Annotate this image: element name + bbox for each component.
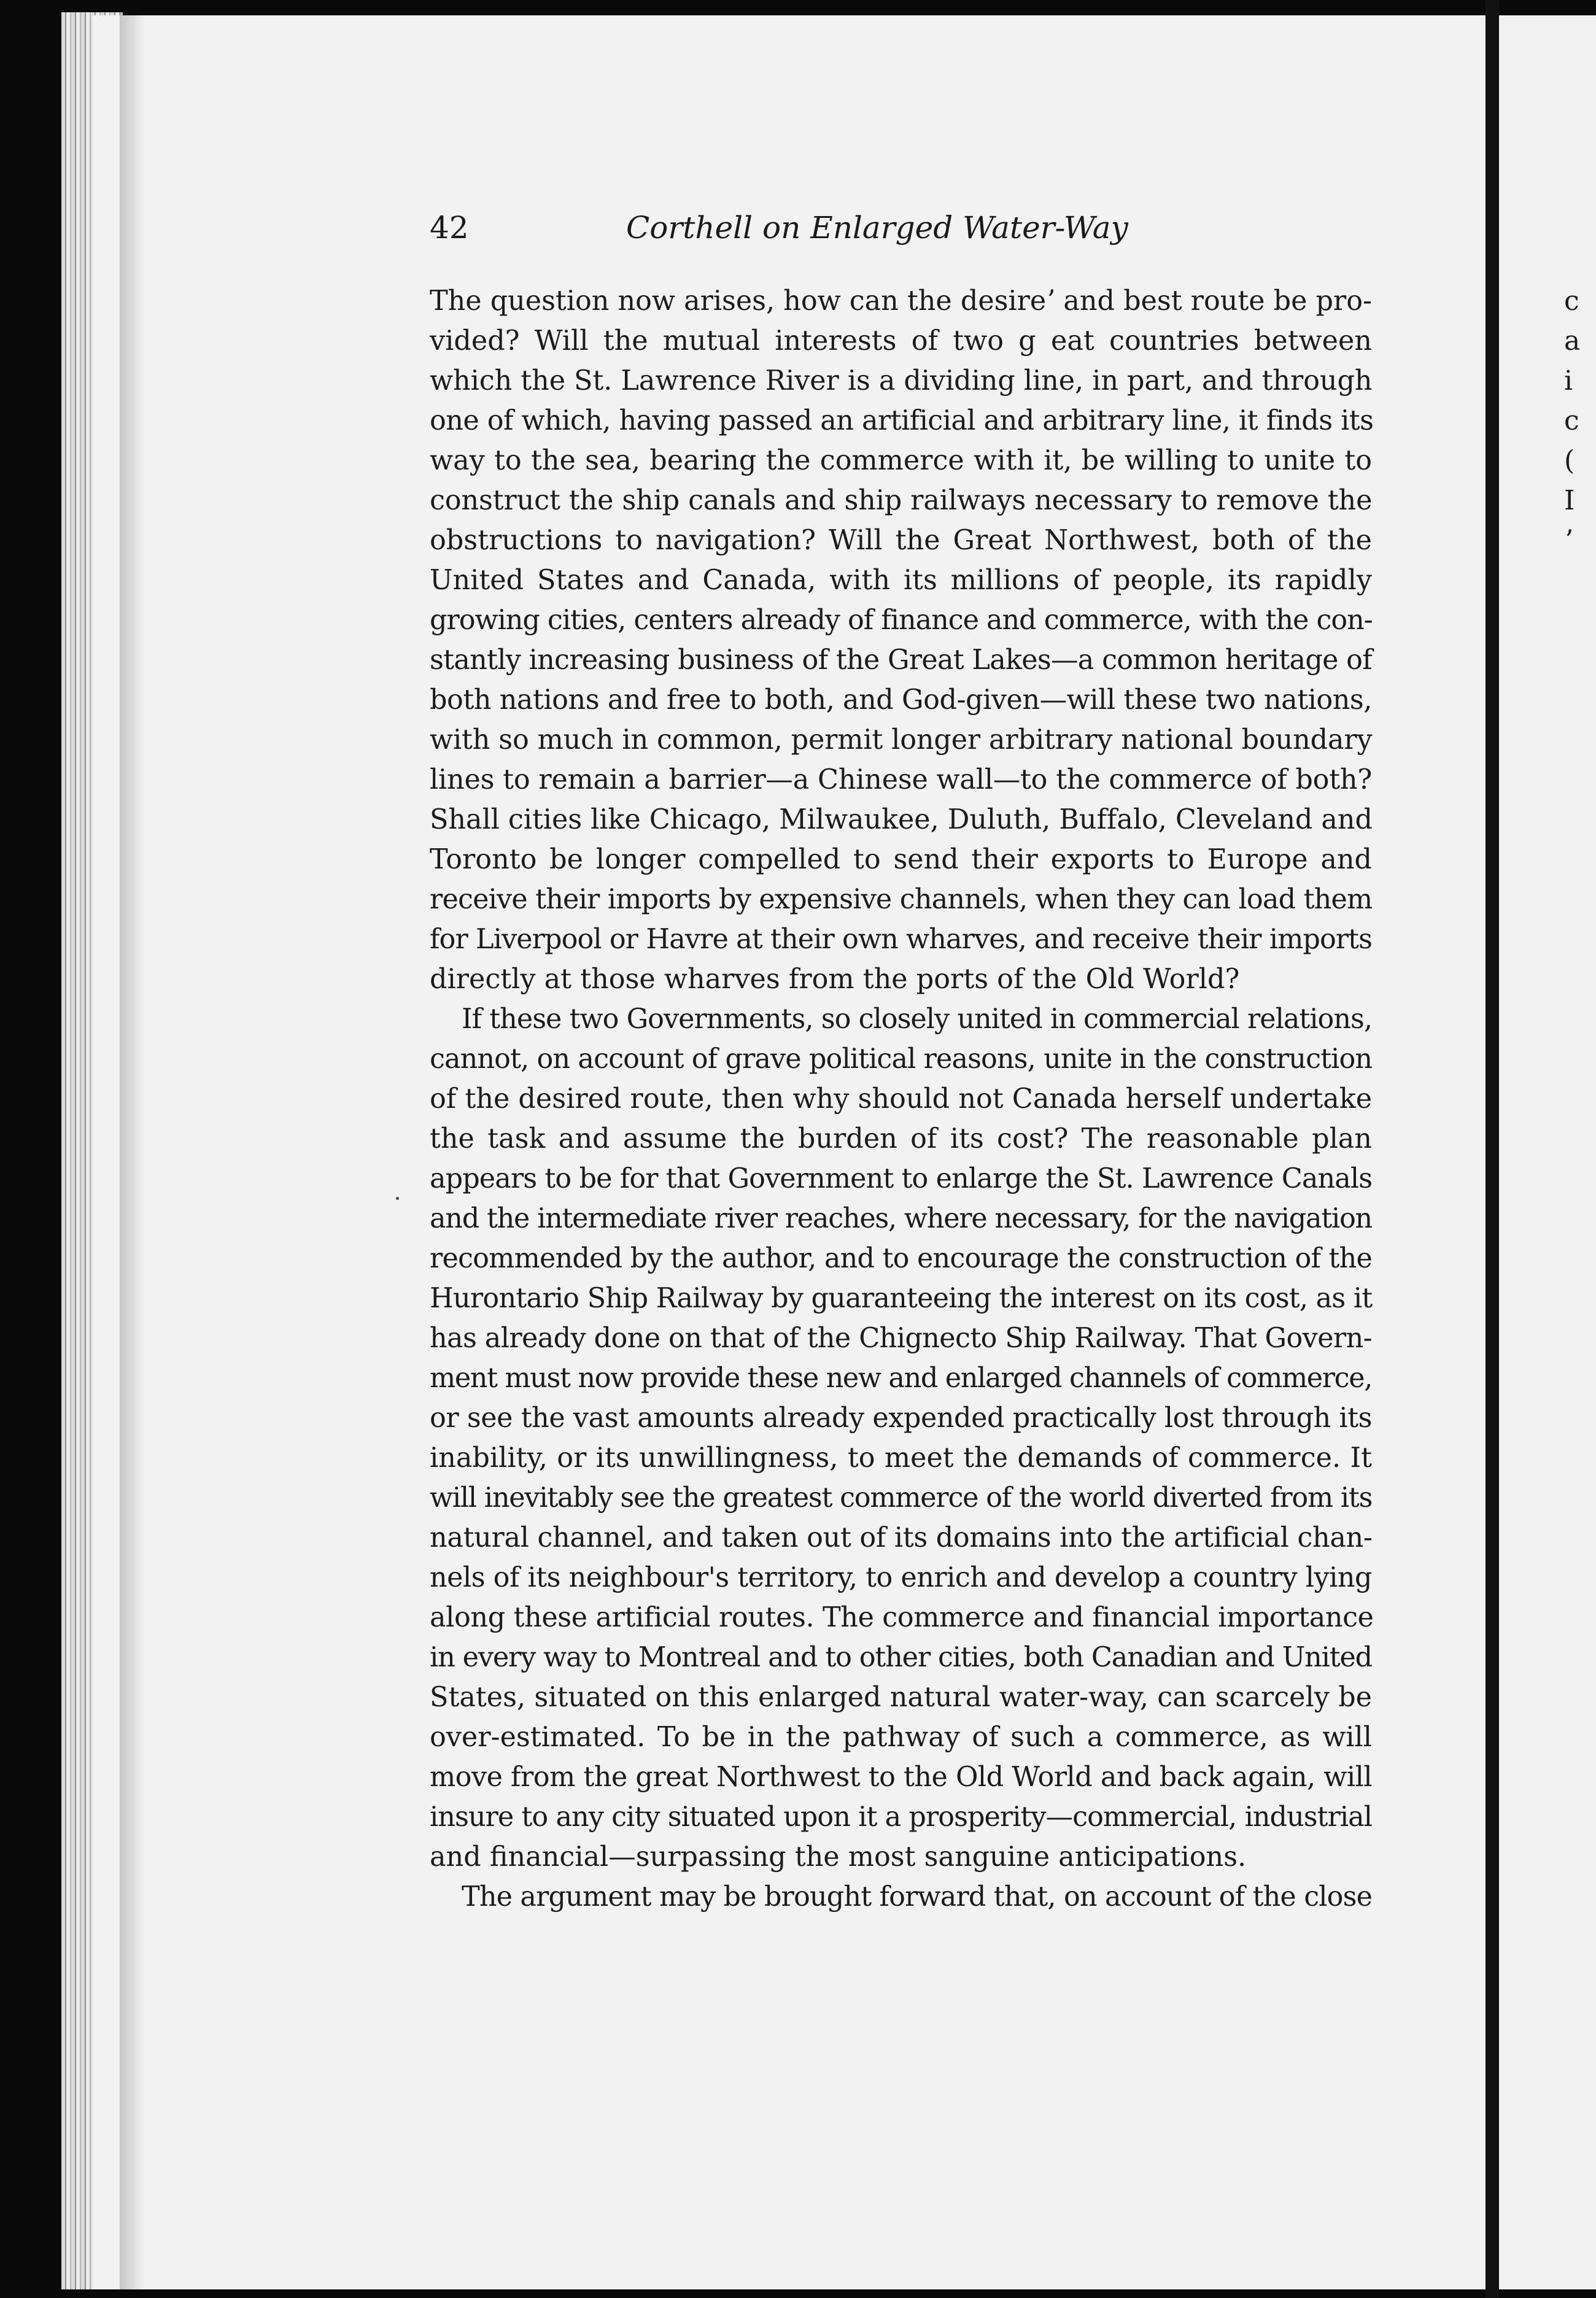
- text-line: United States and Canada, with its millions of people, its rapidly: [430, 565, 1372, 596]
- paragraph: [430, 999, 1372, 1877]
- running-head: [430, 210, 1185, 253]
- text-line: nels of its neighbour's territory, to enrich and develop a country lying: [430, 1562, 1372, 1593]
- text-line: The argument may be brought forward that, on account of the close: [462, 1881, 1373, 1913]
- text-line: or see the vast amounts already expended practically lost through its: [430, 1402, 1373, 1434]
- text-line: recommended by the author, and to encourage the construction of the: [430, 1243, 1372, 1274]
- text-line: Hurontario Ship Railway by guaranteeing the interest on its cost, as it: [430, 1283, 1373, 1314]
- text-line: ment must now provide these new and enlarged channels of commerce,: [430, 1363, 1372, 1394]
- text-line: of the desired route, then why should not Canada herself undertake: [430, 1083, 1373, 1115]
- text-line: Toronto be longer compelled to send their exports to Europe and: [430, 844, 1372, 875]
- facing-page-fragment: i: [1564, 365, 1573, 397]
- text-line: and financial—surpassing the most sanguine anticipations.: [430, 1841, 1247, 1873]
- text-line: receive their imports by expensive channels, when they can load them: [430, 884, 1373, 915]
- text-line: stantly increasing business of the Great Lakes—a common heritage of: [430, 644, 1372, 676]
- text-line: and the intermediate river reaches, where necessary, for the navigation: [430, 1203, 1372, 1234]
- text-line: natural channel, and taken out of its domains into the artificial chan-: [430, 1522, 1373, 1553]
- text-line: vided? Will the mutual interests of two g eat countries between: [430, 325, 1372, 357]
- text-line: directly at those wharves from the ports of the Old World?: [430, 964, 1240, 995]
- running-title: Corthell on Enlarged Water-Way: [626, 210, 1128, 246]
- text-line: appears to be for that Government to enlarge the St. Lawrence Canals: [430, 1163, 1373, 1194]
- page-gutter: [1486, 0, 1499, 2298]
- body-text: [430, 281, 1372, 1917]
- paragraph: [430, 1877, 1372, 1917]
- text-line: growing cities, centers already of finance and commerce, with the con-: [430, 605, 1373, 636]
- facing-page-fragment: (: [1564, 445, 1575, 476]
- facing-page-fragment: a: [1564, 325, 1581, 357]
- text-line: Shall cities like Chicago, Milwaukee, Duluth, Buffalo, Cleveland and: [430, 804, 1373, 835]
- text-line: in every way to Montreal and to other cities, both Canadian and United: [430, 1642, 1372, 1673]
- text-line: with so much in common, permit longer arbitrary national boundary: [430, 724, 1373, 756]
- binding-shadow: [120, 12, 144, 2289]
- text-line: has already done on that of the Chignecto Ship Railway. That Govern-: [430, 1323, 1373, 1354]
- text-line: which the St. Lawrence River is a dividing line, in part, and through: [430, 365, 1373, 397]
- text-line: States, situated on this enlarged natural water-way, can scarcely be: [430, 1682, 1372, 1713]
- text-line: will inevitably see the greatest commerce of the world diverted from its: [430, 1482, 1373, 1514]
- text-line: If these two Governments, so closely united in commercial relations,: [462, 1004, 1372, 1035]
- text-line: for Liverpool or Havre at their own wharves, and receive their imports: [430, 924, 1373, 955]
- text-line: insure to any city situated upon it a prosperity—commercial, industrial: [430, 1801, 1372, 1833]
- facing-page-text: [1564, 281, 1596, 560]
- text-line: The question now arises, how can the desireʼ and best route be pro-: [430, 285, 1372, 317]
- text-line: obstructions to navigation? Will the Great Northwest, both of the: [430, 525, 1372, 556]
- text-line: lines to remain a barrier—a Chinese wall—to the commerce of both?: [430, 764, 1372, 795]
- text-line: both nations and free to both, and God-given—will these two nations,: [430, 684, 1372, 716]
- text-line: construct the ship canals and ship railways necessary to remove the: [430, 485, 1373, 516]
- facing-page-fragment: ʼ: [1564, 525, 1573, 556]
- text-line: inability, or its unwillingness, to meet the demands of commerce. It: [430, 1442, 1372, 1474]
- text-line: one of which, having passed an artificial and arbitrary line, it finds its: [430, 405, 1374, 436]
- page-number: 42: [430, 210, 469, 246]
- facing-page-fragment: c: [1564, 285, 1579, 317]
- text-line: over-estimated. To be in the pathway of such a commerce, as will: [430, 1722, 1372, 1753]
- text-line: cannot, on account of grave political reasons, unite in the construction: [430, 1043, 1373, 1075]
- text-line: along these artificial routes. The commerce and financial importance: [430, 1602, 1374, 1633]
- text-line: move from the great Northwest to the Old World and back again, will: [430, 1762, 1373, 1793]
- facing-page-fragment: c: [1564, 405, 1579, 436]
- text-line: the task and assume the burden of its cost? The reasonable plan: [430, 1123, 1372, 1155]
- scan-speck: [396, 1197, 399, 1200]
- paragraph: [430, 281, 1372, 999]
- facing-page-fragment: I: [1564, 485, 1575, 516]
- text-line: way to the sea, bearing the commerce with it, be willing to unite to: [430, 445, 1372, 476]
